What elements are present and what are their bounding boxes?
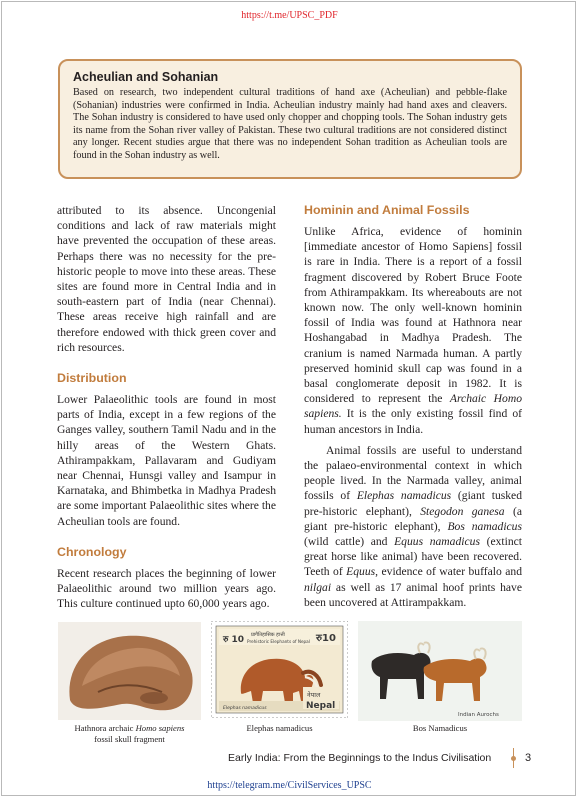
skull-shadow-spot xyxy=(140,692,168,704)
left-paragraph-2: Lower Palaeolithic tools are found in most parts of India, except in a few regions of the Ganges valley, southern Tamil Nadu and in the hilly areas of the Western Ghats. Athirampakkam, Pallavaram and Gudiyam near Chennai, Hunsgi valley and Isampur in Karnataka, and Bhimbetka in Madhya Pradesh are some important Palaeolithic sites where the Acheulian tools are found. xyxy=(57,393,276,528)
left-paragraph-3: Recent research places the beginning of lower Palaeolithic around two million years ago. This culture continued upto 60,000 years ago. xyxy=(57,566,276,611)
skull-fossil-image xyxy=(58,622,201,720)
text-run: Unlike Africa, evidence of hominin [immediate ancestor of Homo Sapiens] fossil is rare in India. There is a report of a fossil fragment discovered by Robert Bruce Foote from Athirampakkam. Its whereabouts are not known now. The only well-known hominin fossil of India was found at Hathnora near Hoshangabad in Madhya Pradesh. The cranium is named Narmada human. A partly preserved hominid skull cap was found in a basal conglomerate deposit in 1982. It is considered to represent the xyxy=(304,225,522,406)
skull-caption xyxy=(58,723,201,744)
heading-chronology: Chronology xyxy=(57,544,127,559)
text-run: Animal fossils are useful to understand the palaeo-environmental context in which people lived. In the Narmada valley, animal fossils of xyxy=(304,443,522,503)
info-box xyxy=(58,59,522,179)
caption-text-italic: Homo sapiens xyxy=(135,723,185,733)
bos-label: Indian Aurochs xyxy=(458,712,499,718)
bos-caption: Bos Namadicus xyxy=(412,723,468,733)
footer-title: Early India: From the Beginnings to the Indus Civilisation xyxy=(228,752,492,764)
stamp-caption: Elephas namadicus xyxy=(246,723,313,733)
skull-fossil-illustration xyxy=(58,622,201,720)
bos-namadicus-image xyxy=(358,621,522,721)
caption-text: Hathnora archaic xyxy=(74,723,136,733)
caption-text: fossil skull fragment xyxy=(94,733,165,744)
stamp-value-right: रु10 xyxy=(316,633,336,644)
left-column xyxy=(57,203,276,611)
stamp-image xyxy=(211,621,348,718)
info-box-title: Acheulian and Sohanian xyxy=(73,70,219,84)
text-run: as well as 17 animal hoof prints have been uncovered at Attirampakkam. xyxy=(304,580,522,609)
right-paragraph-1 xyxy=(304,224,522,437)
bos-illustration xyxy=(358,621,522,721)
stamp-country-np: नेपाल xyxy=(307,691,321,699)
stamp-country: Nepal xyxy=(306,701,336,711)
text-run-italic: Equus namadicus xyxy=(394,535,480,549)
info-box-body: Based on research, two independent cultural traditions of hand axe (Acheulian) and pebble-flake (Sohanian) industries were confirmed in India. Acheulian industry mainly had hand axes and cleavers. The Sohan industry is considered to have used only chopper and chopping tools. The Sohan industry gets its name from the Sohan river valley of Pakistan. These two cultural traditions are not considered distinct any longer. Recent studies argue that there was no independent Sohan tradition as Acheulian tools are found in the Sohan industry as well. xyxy=(73,87,507,161)
text-run: (a giant pre-historic elephant), xyxy=(304,504,522,533)
text-run: (giant tusked pre-historic elephant), xyxy=(304,489,522,518)
text-run: It is the only existing fossil find of human ancestors in India. xyxy=(304,407,522,436)
heading-distribution: Distribution xyxy=(57,371,127,386)
right-column xyxy=(304,203,522,610)
text-run: (extinct great horse like animal) have been recovered. Teeth of xyxy=(304,535,522,579)
stamp-header-en: Prehistoric Elephants of Nepal xyxy=(247,639,310,644)
left-paragraph-1: attributed to its absence. Uncongenial conditions and lack of raw materials might have prevented the occupation of these areas. Perhaps there was no necessity for the pre-historic people to move into these areas. These sites are found more in Central India and in south-eastern part of India (near Chennai). These areas receive high rainfall and are therefore endowed with thick green cover and rich resources. xyxy=(57,204,276,354)
text-run-italic: Equus xyxy=(346,565,376,579)
stamp-header-np: प्रागैतिहासिक हात्ती xyxy=(251,632,285,638)
text-run: , evidence of water buffalo and xyxy=(375,565,522,579)
text-run-italic: Stegodon ganesa xyxy=(420,504,505,518)
text-run: (wild cattle) and xyxy=(304,535,395,549)
page-number: 3 xyxy=(525,752,532,764)
bottom-telegram-link[interactable]: https://telegram.me/CivilServices_UPSC xyxy=(207,780,372,791)
text-run-italic: Bos namadicus xyxy=(447,519,522,533)
top-telegram-link[interactable]: https://t.me/UPSC_PDF xyxy=(241,10,338,21)
text-run-italic: nilgai xyxy=(304,580,332,594)
stamp-value-left: रु 10 xyxy=(223,635,245,645)
heading-hominin-fossils: Hominin and Animal Fossils xyxy=(304,203,470,217)
stamp-illustration xyxy=(211,621,348,718)
footer-dot xyxy=(511,756,516,761)
text-run-italic: Archaic Homo sapiens. xyxy=(304,392,522,421)
stamp-species: Elephas namadicus xyxy=(223,706,267,711)
right-paragraph-2 xyxy=(304,443,522,610)
text-run-italic: Elephas namadicus xyxy=(356,489,452,503)
